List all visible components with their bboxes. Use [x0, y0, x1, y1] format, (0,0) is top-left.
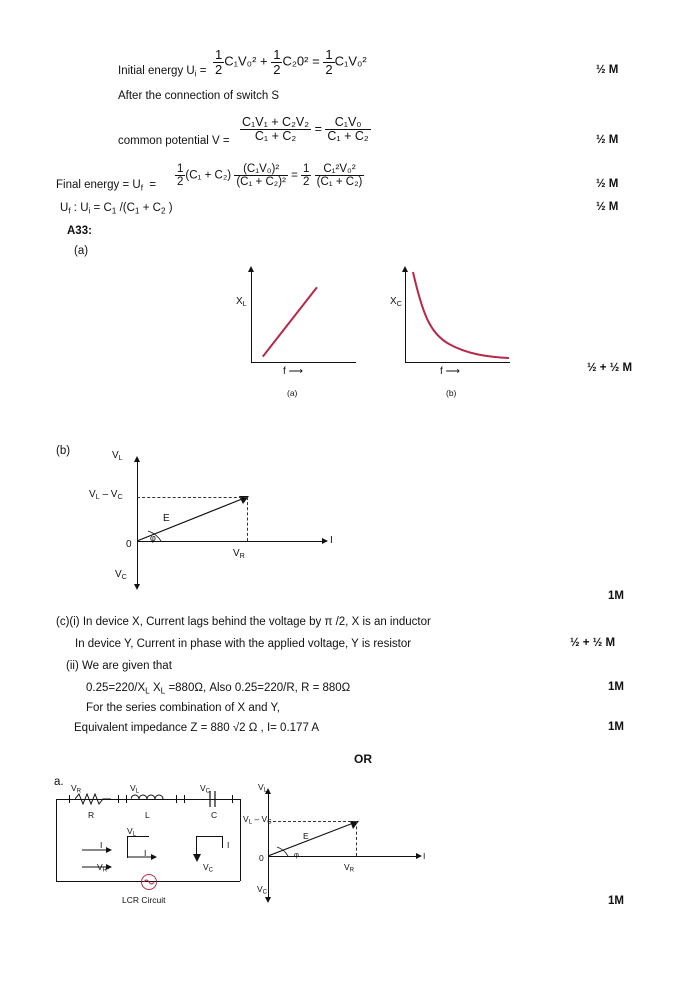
mark-10: 1M — [608, 895, 624, 907]
small-phasor-label-i: I — [423, 851, 426, 861]
phasor-label-origin: 0 — [126, 539, 132, 550]
small-phasor-angle-arc — [268, 842, 294, 860]
circuit-tick-4 — [176, 795, 177, 803]
fraction-final-2: $\frac{\text{(C₁V₀)²}}{\text{(C₁ + C₂)²}}$ — [236, 163, 286, 189]
circuit-label-vc: $V_C$ — [200, 783, 211, 795]
part-b-label: (b) — [56, 445, 71, 457]
phasor-label-i: I — [330, 535, 333, 546]
answer-number: A33: — [67, 225, 92, 237]
part-c-i-line2: In device Y, Current in phase with the applied voltage, Y is resistor — [75, 638, 412, 650]
initial-energy-subscript: i — [194, 69, 197, 79]
circuit-tick-6 — [232, 795, 233, 803]
initial-energy-text: Initial energy U — [118, 65, 195, 77]
circuit-label-i2: I — [144, 848, 147, 858]
small-phasor-label-vr: $V_R$ — [344, 862, 355, 874]
graph-b-x-label: f ⟶ — [440, 366, 460, 377]
part-c-i-line1: (c)(i) In device X, Current lags behind the voltage by π /2, X is an inductor — [56, 616, 431, 628]
fraction-final-4: $\frac{\text{C₁²V₀²}}{\text{(C₁ + C₂)}}$ — [316, 163, 363, 189]
phasor-horizontal-arrow — [322, 538, 328, 544]
phasor-vertical-up-arrow — [134, 456, 140, 462]
final-energy-subscript: f — [140, 183, 143, 193]
phasor-label-phi: φ — [150, 533, 156, 543]
circuit-label-vr2: $V_R$ — [97, 862, 108, 874]
part-c-ii-line3: Equivalent impedance Z = 880 √2 Ω , I= 0.177 A — [74, 722, 320, 734]
or-separator: OR — [354, 752, 372, 766]
mark-6: 1M — [608, 590, 624, 602]
graph-b-y-label: $X_C$ — [390, 296, 402, 309]
phasor-label-vl-minus-vc: $V_L - V_C$ — [89, 489, 123, 502]
part-c-ii-line2: For the series combination of X and Y, — [86, 702, 280, 714]
mark-5: ½ + ½ M — [587, 362, 633, 374]
small-phasor-label-e: E — [303, 831, 309, 841]
section-a-label: a. — [54, 776, 64, 788]
graph-a-y-axis — [251, 272, 252, 362]
vc-bracket-wire — [196, 836, 222, 837]
mark-7: ½ + ½ M — [570, 637, 616, 649]
equals-3: = — [291, 169, 298, 182]
circuit-tick-2 — [118, 795, 119, 803]
graph-a-x-label: f ⟶ — [283, 366, 303, 377]
small-phasor-label-vl: $V_L$ — [258, 782, 268, 794]
current-arrow-3 — [127, 852, 159, 862]
after-switch-line: After the connection of switch S — [118, 90, 280, 102]
small-phasor-right-arrow — [416, 853, 422, 859]
final-term-body: (C₁ + C₂) — [185, 169, 232, 182]
vc-bracket-vert2 — [222, 836, 223, 848]
circuit-label-vl2: $V_L$ — [127, 826, 137, 838]
final-energy-equals: = — [149, 179, 157, 191]
initial-energy-equals: = — [199, 65, 207, 77]
graph-a-y-label: $X_L$ — [236, 296, 247, 309]
graph-a-caption: (a) — [287, 388, 298, 398]
initial-energy-formula — [213, 48, 367, 76]
term-2-body: C₂0² — [282, 53, 309, 69]
circuit-label-i3: I — [227, 840, 230, 850]
circuit-label-vl: $V_L$ — [130, 783, 140, 795]
circuit-tick-1 — [69, 795, 70, 803]
resistor-symbol — [75, 793, 111, 805]
small-phasor-label-vl-vc: $V_L - V_C$ — [243, 814, 272, 826]
circuit-label-vc2: $V_C$ — [203, 862, 214, 874]
circuit-label-vr: $V_R$ — [71, 783, 82, 795]
phasor-vertical-down-arrow — [134, 584, 140, 590]
mark-4: ½ M — [596, 201, 619, 213]
part-c-ii-calc: $0.25=220/X_L$ $X_L =880\Omega$, Also 0.25=220/R, R = 880Ω — [86, 682, 351, 696]
fraction-final-3: $\frac{1}{2}$ — [303, 163, 310, 189]
current-arrow-vc — [192, 850, 202, 862]
graph-b-data-curve — [405, 268, 515, 364]
small-phasor-dash-horizontal — [268, 821, 356, 822]
graph-b-caption: (b) — [446, 388, 457, 398]
equals-2: = — [314, 121, 322, 136]
small-phasor-label-vc: $V_C$ — [257, 884, 268, 896]
vl-bracket-vert — [127, 836, 128, 858]
phasor-label-vl: $V_L$ — [112, 450, 123, 463]
graph-a-data-line — [262, 287, 318, 358]
fraction-half-3: $\frac{1}{2}$ — [325, 47, 333, 77]
phasor-label-vc: $V_C$ — [115, 569, 127, 582]
small-phasor-label-origin: 0 — [259, 853, 264, 863]
final-energy-text: Final energy = U — [56, 179, 141, 191]
circuit-label-r: R — [88, 810, 95, 820]
circuit-left-wire — [56, 799, 57, 881]
circuit-tick-3 — [126, 795, 127, 803]
energy-ratio-line: $U_f$ : $U_i = C_1$ $/(C_1 + C_2$ ) — [60, 202, 173, 216]
circuit-right-wire — [240, 799, 241, 881]
fraction-final-1: $\frac{1}{2}$ — [177, 163, 184, 189]
mark-9: 1M — [608, 721, 624, 733]
mark-1: ½ M — [596, 64, 619, 76]
phasor-angle-arc — [137, 525, 167, 545]
fraction-common-2: $\frac{\text{C₁V₀}}{\text{C₁ + C₂}}$ — [327, 115, 369, 144]
common-potential-label: common potential V = — [118, 135, 230, 147]
common-potential-formula — [240, 116, 371, 143]
fraction-common-1: $\frac{\text{C₁V₁ + C₂V₂}}{\text{C₁ + C₂}}$ — [242, 115, 310, 144]
small-phasor-down-arrow — [265, 897, 271, 903]
initial-energy-label — [118, 64, 206, 80]
circuit-tick-5 — [184, 795, 185, 803]
fraction-half-1: $\frac{1}{2}$ — [215, 47, 223, 77]
current-arrow-1 — [82, 845, 114, 855]
circuit-label-l: L — [145, 810, 150, 820]
fraction-half-2: $\frac{1}{2}$ — [273, 47, 281, 77]
mark-3: ½ M — [596, 178, 619, 190]
equals-1: = — [312, 53, 320, 69]
final-energy-label — [56, 178, 156, 194]
small-phasor-dash-vertical — [356, 821, 357, 856]
phasor-dash-horizontal — [137, 497, 247, 498]
circuit-caption: LCR Circuit — [122, 895, 166, 905]
mark-8: 1M — [608, 681, 624, 693]
term-3-body: C₁V₀² — [334, 53, 367, 69]
graph-a-x-axis — [251, 362, 356, 363]
phasor-label-e: E — [163, 513, 170, 524]
term-1-body: C₁V₀² — [224, 53, 257, 69]
ac-source-symbol — [140, 873, 158, 891]
graph-a-y-arrow — [248, 266, 254, 272]
part-c-ii-line1: (ii) We are given that — [66, 660, 172, 672]
phasor-label-vr: $V_R$ — [233, 548, 245, 561]
small-phasor-label-phi: φ — [294, 850, 299, 859]
final-energy-formula — [175, 163, 364, 188]
circuit-label-c: C — [211, 810, 218, 820]
plus-sign-1: + — [260, 53, 268, 69]
mark-2: ½ M — [596, 134, 619, 146]
part-a-label: (a) — [74, 245, 89, 257]
circuit-label-i1: I — [100, 840, 103, 850]
phasor-dash-vertical — [247, 497, 248, 541]
